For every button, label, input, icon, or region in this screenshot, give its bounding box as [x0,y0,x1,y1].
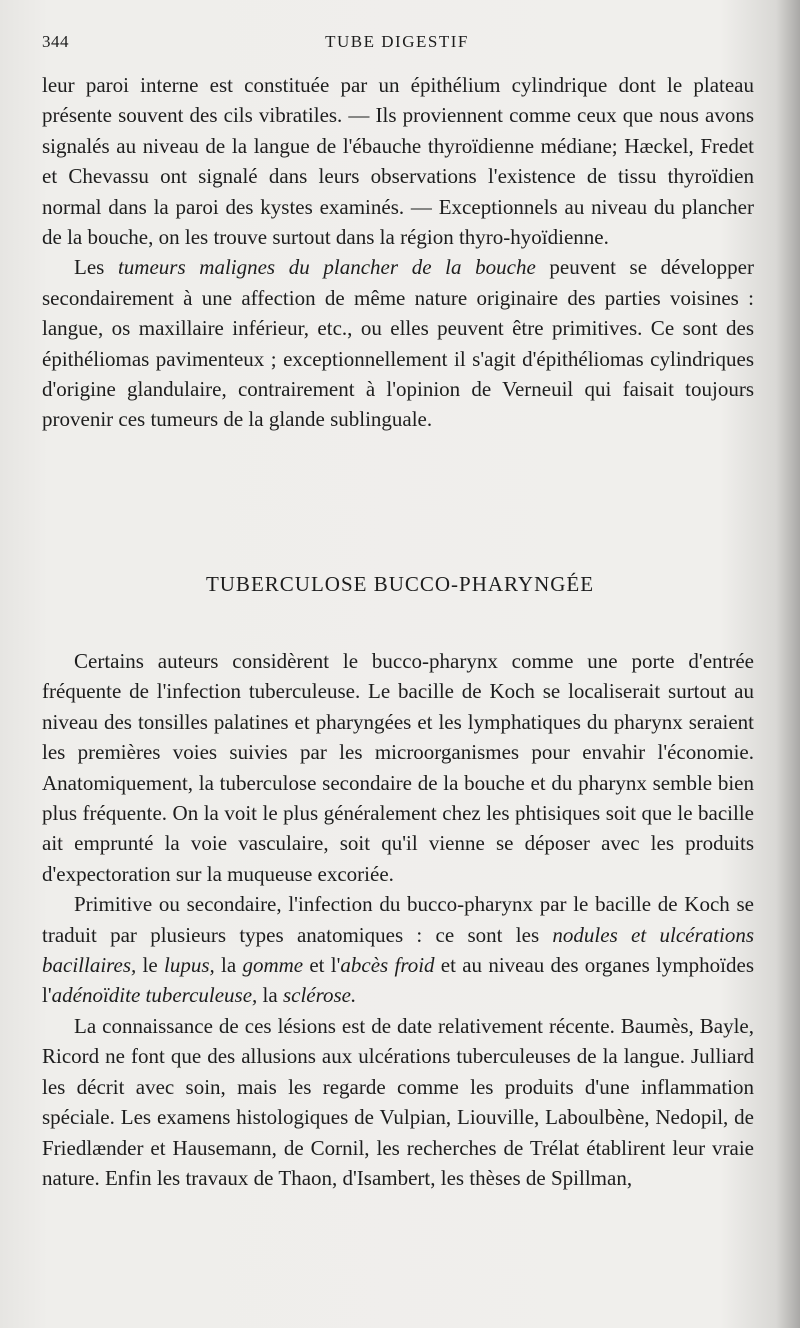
emphasis: tumeurs malignes du plancher de la bouche [117,255,536,280]
paragraph: La connaissance de ces lésions est de date relativement récente. Baumès, Bayle, Ricord ne font que des allusions aux ulcérations tuberculeuses de la langue. Julliard les décrit avec soin, mais les regarde comme les produits d'une inflammation spéciale. Les examens histologiques de Vulpian, Liouville, Laboulbène, Nedopil, de Friedlænder et Hausemann, de Cornil, les recherches de Trélat établirent leur vraie nature. Enfin les travaux de Thaon, d'Isambert, les thèses de Spillman, [42,1013,754,1190]
paragraph: Certains auteurs considèrent le bucco-pharynx comme une porte d'entrée fréquente de l'infection tuberculeuse. Le bacille de Koch se localiserait surtout au niveau des tonsilles palatines et pharyngées et les lymphatiques du pharynx seraient les premières voies suivies par les microorganismes pour envahir l'économie. Anatomiquement, la tuberculose secondaire de la bouche et du pharynx semble bien plus fréquente. On la voit le plus généralement chez les phtisiques soit que le bacille ait emprunté la voie vasculaire, soit qu'il vienne se déposer avec les produits d'expectoration sur la muqueuse excoriée. [42,649,754,886]
text-run: Les [74,255,118,280]
text-run: peuvent se développer secondairement à une affection de même nature originaire des parties voisines : langue, os maxillaire inférieur, etc., ou elles peuvent être primitives. Ce sont des épithéliomas pavimenteux ; exceptionnellement il s'agit d'épithéliomas cylindriques d'origine glandulaire, contrairement à l'opinion de Verneuil qui faisait toujours provenir ces tumeurs de la glande sublinguale. [42,255,754,432]
page-header [42,32,752,56]
running-title: TUBE DIGESTIF [325,32,469,51]
emphasis: lupus, [163,953,215,978]
section-title: TUBERCULOSE BUCCO-PHARYNGÉE [205,572,595,596]
paragraph [42,889,754,1011]
paragraph [42,252,754,434]
emphasis: abcès froid [340,953,435,978]
emphasis: gomme [242,953,304,978]
section-one-text [42,70,754,435]
emphasis: adénoïdite tuberculeuse, [51,983,258,1008]
text-run: le [136,953,164,978]
text-run: Primitive ou secondaire, l'infection du bucco-pharynx par le bacille de Koch se traduit par plusieurs types anatomiques : ce sont les [42,892,754,947]
text-run: et au niveau des organes lymphoïdes l' [42,953,754,1008]
emphasis: nodules et ulcérations bacillaires, [42,922,754,978]
section-two-text [42,646,754,1193]
text-run: la [214,953,243,978]
text-run: et l' [303,953,341,978]
page-number: 344 [42,32,69,51]
paragraph: leur paroi interne est constituée par un épithélium cylindrique dont le plateau présente souvent des cils vibratiles. — Ils proviennent comme ceux que nous avons signalés au niveau de la langue de l'ébauche thyroïdienne médiane; Hæckel, Fredet et Chevassu ont signalé dans leurs observations l'existence de tissu thyroïdien normal dans la paroi des kystes examinés. — Exceptionnels au niveau du plancher de la bouche, on les trouve surtout dans la région thyro-hyoïdienne. [42,73,754,250]
emphasis: sclérose. [282,983,357,1008]
text-run: la [257,983,283,1008]
